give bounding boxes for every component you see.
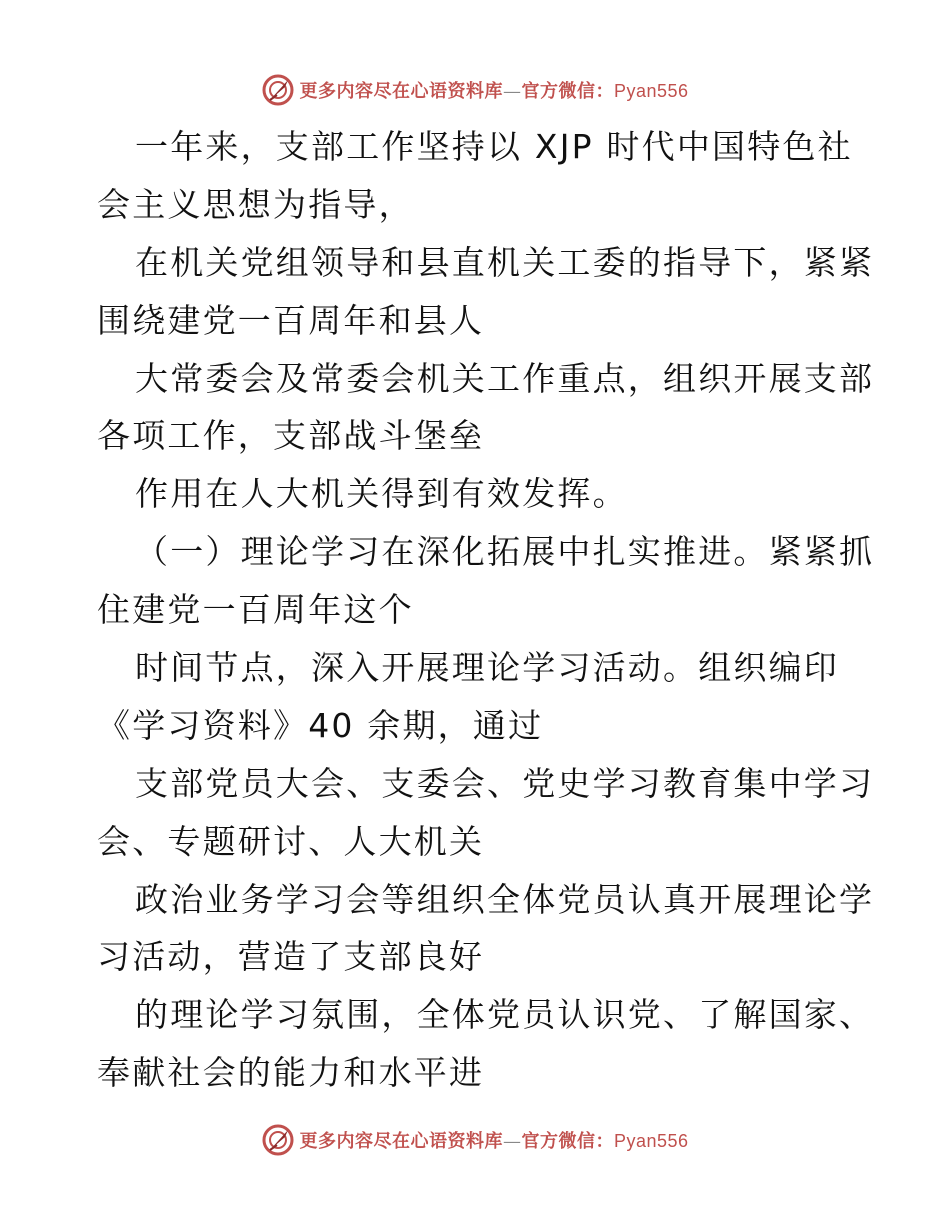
text-line: 奉献社会的能力和水平进 <box>97 1053 485 1093</box>
text-line: 大常委会及常委会机关工作重点，组织开展支部 <box>135 358 875 398</box>
text-line: 支部党员大会、支委会、党史学习教育集中学习 <box>135 763 875 803</box>
text-line: 在机关党组领导和县直机关工委的指导下，紧紧 <box>135 242 875 282</box>
text-line: 会、专题研讨、人大机关 <box>97 821 485 861</box>
text-line: 《学习资料》40 余期，通过 <box>97 705 544 745</box>
watermark-wechat-id: Pyan556 <box>613 81 689 101</box>
footer-watermark <box>0 1120 950 1160</box>
text-line: 作用在人大机关得到有效发挥。 <box>135 474 628 514</box>
watermark-text <box>299 1127 688 1153</box>
text-line: 住建党一百周年这个 <box>97 590 414 630</box>
text-line: 习活动，营造了支部良好 <box>97 937 485 977</box>
watermark-main: 更多内容尽在心语资料库 <box>299 81 503 102</box>
watermark-official: 官方微信： <box>521 81 614 102</box>
text-line: 一年来，支部工作坚持以 XJP 时代中国特色社 <box>135 127 853 166</box>
text-line: （一）理论学习在深化拓展中扎实推进。紧紧抓 <box>135 532 875 572</box>
header-watermark <box>0 70 950 110</box>
body-text <box>97 118 875 1102</box>
text-line: 围绕建党一百周年和县人 <box>97 300 485 340</box>
text-line: 政治业务学习会等组织全体党员认真开展理论学 <box>135 879 875 919</box>
watermark-text <box>299 77 688 103</box>
text-line: 各项工作，支部战斗堡垒 <box>97 416 485 456</box>
text-line: 会主义思想为指导， <box>97 184 414 224</box>
watermark-official: 官方微信： <box>521 1131 614 1152</box>
quill-logo-icon <box>261 1123 295 1157</box>
text-line: 的理论学习氛围，全体党员认识党、了解国家、 <box>135 995 875 1035</box>
watermark-dash: — <box>502 81 522 102</box>
text-line: 时间节点，深入开展理论学习活动。组织编印 <box>135 648 839 688</box>
watermark-dash: — <box>502 1131 522 1152</box>
quill-logo-icon <box>261 73 295 107</box>
watermark-main: 更多内容尽在心语资料库 <box>299 1131 503 1152</box>
watermark-wechat-id: Pyan556 <box>613 1131 689 1151</box>
